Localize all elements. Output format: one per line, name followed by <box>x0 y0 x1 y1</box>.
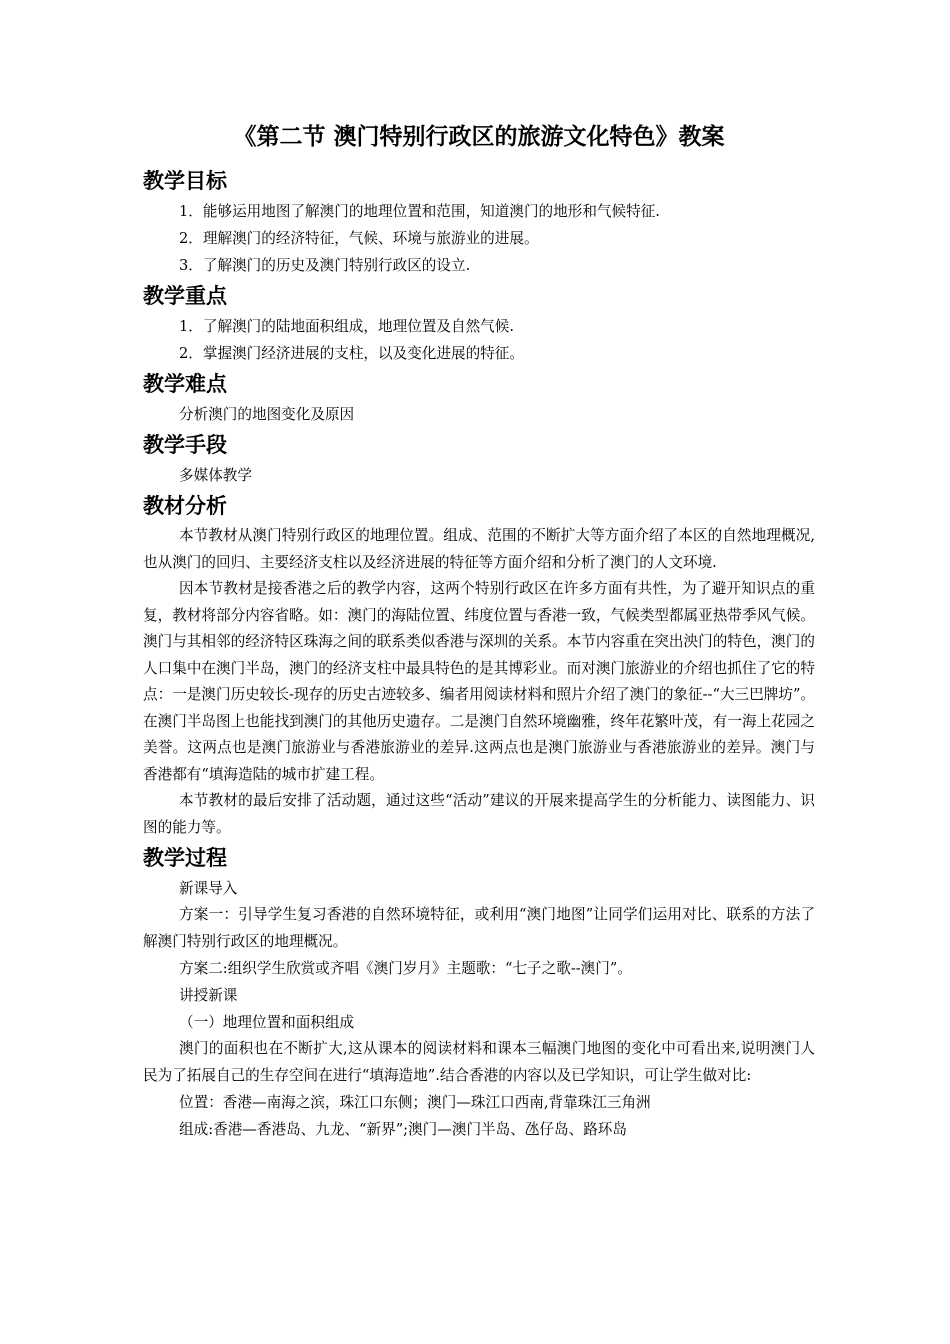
objective-item: 2．理解澳门的经济特征，气候、环境与旅游业的进展。 <box>179 230 539 247</box>
analysis-paragraph: 本节教材从澳门特别行政区的地理位置。组成、范围的不断扩大等方面介绍了本区的自然地理概况,也从澳门的回归、主要经济支柱以及经济进展的特征等方面介绍和分析了澳门的人文环境. <box>143 527 815 571</box>
section-heading-difficulties: 教学难点 <box>143 371 227 396</box>
section-heading-keypoints: 教学重点 <box>143 283 227 308</box>
document-page <box>143 120 815 1143</box>
plan-two: 方案二:组织学生欣赏或齐唱《澳门岁月》主题歌：“七子之歌--澳门”。 <box>179 960 632 977</box>
section-heading-means: 教学手段 <box>143 432 227 457</box>
keypoint-item: 2．掌握澳门经济进展的支柱，以及变化进展的特征。 <box>179 345 524 362</box>
difficulties-text: 分析澳门的地图变化及原因 <box>179 406 355 423</box>
plan-one: 方案一：引导学生复习香港的自然环境特征，或利用“澳门地图”让同学们运用对比、联系的方法了解澳门特别行政区的地理概况。 <box>143 906 815 950</box>
keypoint-item: 1．了解澳门的陆地面积组成，地理位置及自然气候. <box>179 318 514 335</box>
document-title: 《第二节 澳门特别行政区的旅游文化特色》教案 <box>233 123 725 150</box>
subsection-paragraph: 澳门的面积也在不断扩大,这从课本的阅读材料和课本三幅澳门地图的变化中可看出来,说明澳门人民为了拓展自己的生存空间在进行“填海造地”.结合香港的内容以及已学知识，可让学生做对比: <box>143 1040 815 1084</box>
section-heading-process: 教学过程 <box>143 845 227 870</box>
objective-item: 1．能够运用地图了解澳门的地理位置和范围，知道澳门的地形和气候特征. <box>179 203 660 220</box>
analysis-paragraph: 因本节教材是接香港之后的教学内容，这两个特别行政区在许多方面有共性，为了避开知识点的重复，教材将部分内容省略。如：澳门的海陆位置、纬度位置与香港一致，气候类型都属亚热带季风气候。澳门与其相邻的经济特区珠海之间的联系类似香港与深圳的关系。本节内容重在突出泱门的特色，澳门的人口集中在澳门半岛，澳门的经济支柱中最具特色的是其博彩业。而对澳门旅游业的介绍也抓住了它的特点：一是澳门历史较长-现存的历史古迹较多、编者用阅读材料和照片介绍了澳门的象征--“大三巴牌坊”。在澳门半岛图上也能找到澳门的其他历史遗存。二是澳门自然环境幽雅，终年花繁叶茂，有一海上花园之美誉。这两点也是澳门旅游业与香港旅游业的差异.这两点也是澳门旅游业与香港旅游业的差异。澳门与香港都有“填海造陆的城市扩建工程。 <box>143 580 816 783</box>
section-heading-objectives: 教学目标 <box>143 168 227 193</box>
subsection-title: （一）地理位置和面积组成 <box>179 1014 355 1031</box>
composition-comparison: 组成:香港—香港岛、九龙、“新界”;澳门—澳门半岛、氹仔岛、路环岛 <box>179 1121 627 1138</box>
analysis-paragraph: 本节教材的最后安排了活动题，通过这些“活动”建议的开展来提高学生的分析能力、读图能力、识图的能力等。 <box>143 792 815 836</box>
position-comparison: 位置：香港—南海之滨，珠江口东侧；澳门—珠江口西南,背靠珠江三角洲 <box>179 1094 651 1111</box>
means-text: 多媒体教学 <box>179 467 252 484</box>
section-heading-analysis: 教材分析 <box>143 493 227 518</box>
lecture-label: 讲授新课 <box>179 987 238 1004</box>
objective-item: 3．了解澳门的历史及澳门特别行政区的设立. <box>179 257 471 274</box>
intro-label: 新课导入 <box>179 880 238 897</box>
